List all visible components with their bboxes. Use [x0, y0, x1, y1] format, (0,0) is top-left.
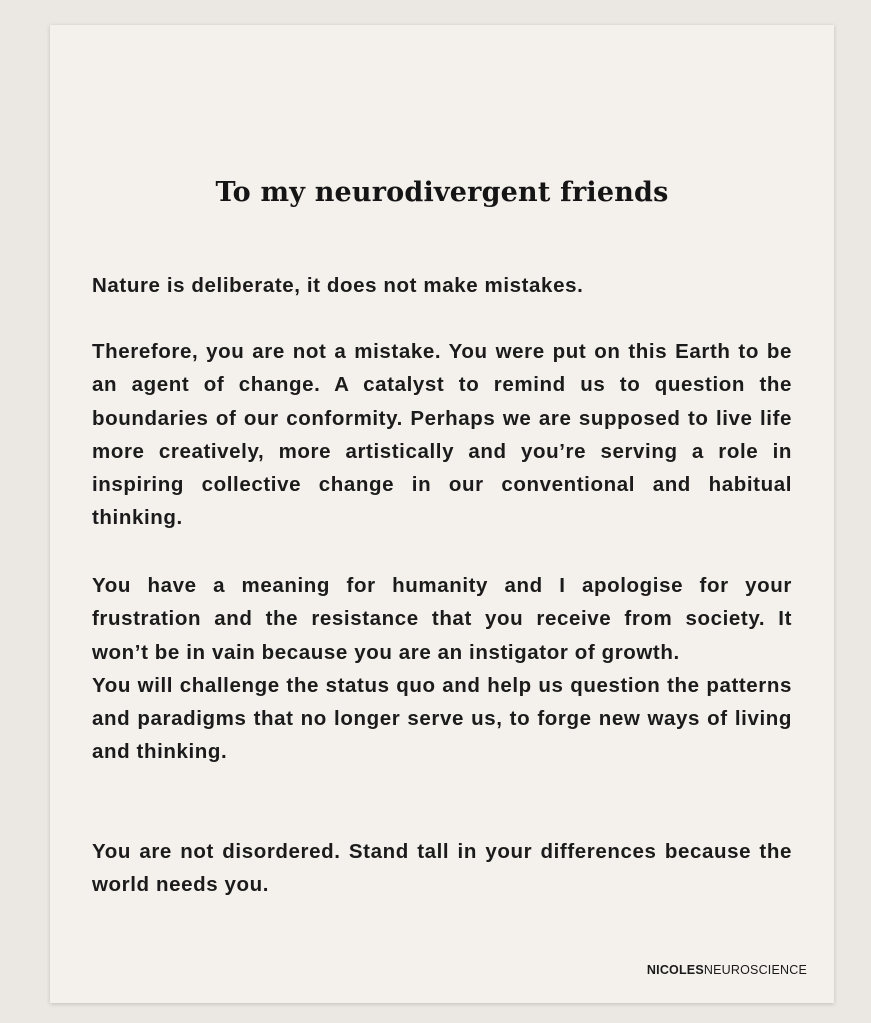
- paragraph-3: [92, 569, 792, 769]
- paragraph-4-text: You are not disordered. Stand tall in your differences because the world needs you.: [92, 840, 792, 897]
- paragraph-1: [92, 269, 792, 302]
- paragraph-1-text: Nature is deliberate, it does not make mistakes.: [92, 274, 584, 297]
- brand-light: NEUROSCIENCE: [703, 963, 807, 977]
- paragraph-4: [92, 835, 792, 902]
- paragraph-2: [92, 335, 792, 535]
- brand-bold: NICOLES: [646, 963, 704, 977]
- paragraph-3a-text: You have a meaning for humanity and I apologise for your frustration and the resistance that you receive from society. It won’t be in vain because you are an instigator of growth.: [92, 574, 792, 664]
- paragraph-2-text: Therefore, you are not a mistake. You were put on this Earth to be an agent of change. A catalyst to remind us to question the boundaries of our conformity. Perhaps we are supposed to live life more creatively, more artistically and you’re serving a role in inspiring collective change in our conventional and habitual thinking.: [92, 340, 792, 530]
- letter-card: [50, 25, 834, 1003]
- paragraph-3b-text: You will challenge the status quo and help us question the patterns and paradigms that no longer serve us, to forge new ways of living and thinking.: [92, 673, 792, 764]
- brand-signature: [647, 963, 807, 977]
- page-title: To my neurodivergent friends: [215, 177, 669, 208]
